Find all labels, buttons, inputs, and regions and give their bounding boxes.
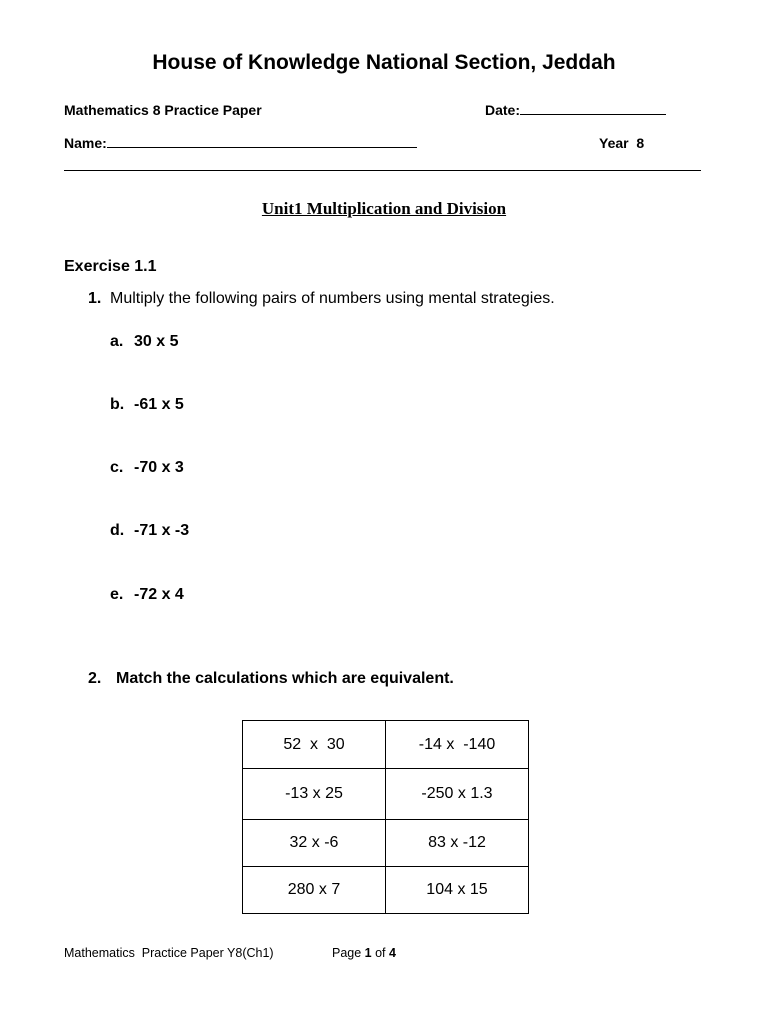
item-label: a. — [110, 333, 124, 350]
question-1-text: Multiply the following pairs of numbers using mental strategies. — [110, 290, 555, 307]
table-cell: -13 x 25 — [243, 769, 386, 820]
table-cell: -250 x 1.3 — [386, 769, 529, 820]
page-total: 4 — [389, 946, 396, 960]
name-label: Name: — [64, 135, 107, 151]
question-1-item — [110, 333, 178, 351]
page-of: of — [371, 946, 389, 960]
table-row — [243, 867, 529, 914]
question-2 — [88, 670, 454, 688]
item-expression: -61 x 5 — [134, 396, 184, 413]
question-1-item — [110, 586, 184, 604]
question-1-item — [110, 459, 184, 477]
page-prefix: Page — [332, 946, 365, 960]
item-label: b. — [110, 396, 125, 413]
question-2-number: 2. — [88, 670, 102, 687]
date-field — [485, 102, 666, 118]
table-row — [243, 721, 529, 769]
table-cell: 52 x 30 — [243, 721, 386, 769]
question-1-item — [110, 522, 189, 540]
footer-page-number — [332, 946, 396, 960]
date-blank-line — [520, 114, 666, 115]
name-field — [64, 135, 417, 151]
item-expression: -71 x -3 — [134, 522, 190, 539]
item-label: e. — [110, 586, 124, 603]
question-1-number: 1. — [88, 290, 102, 307]
exercise-title: Exercise 1.1 — [64, 258, 157, 275]
item-label: c. — [110, 459, 124, 476]
table-row — [243, 820, 529, 867]
subject-label: Mathematics 8 Practice Paper — [64, 102, 262, 118]
header-divider — [64, 170, 701, 171]
page-current: 1 — [364, 946, 372, 960]
table-cell: -14 x -140 — [386, 721, 529, 769]
page-title: House of Knowledge National Section, Jeddah — [152, 51, 616, 74]
name-blank-line — [107, 147, 417, 148]
table-cell: 280 x 7 — [243, 867, 386, 914]
item-label: d. — [110, 522, 125, 539]
table-cell: 104 x 15 — [386, 867, 529, 914]
item-expression: -70 x 3 — [134, 459, 184, 476]
unit-title: Unit1 Multiplication and Division — [261, 199, 507, 218]
question-2-text: Match the calculations which are equivalent. — [116, 670, 454, 687]
item-expression: 30 x 5 — [134, 333, 179, 350]
question-1-item — [110, 396, 184, 414]
table-row — [243, 769, 529, 820]
date-label: Date: — [485, 102, 521, 118]
table-cell: 32 x -6 — [243, 820, 386, 867]
question-1 — [88, 290, 555, 308]
year-label: Year 8 — [599, 135, 645, 151]
table-cell: 83 x -12 — [386, 820, 529, 867]
item-expression: -72 x 4 — [134, 586, 184, 603]
footer-paper-label: Mathematics Practice Paper Y8(Ch1) — [64, 946, 274, 960]
match-table — [242, 720, 529, 914]
